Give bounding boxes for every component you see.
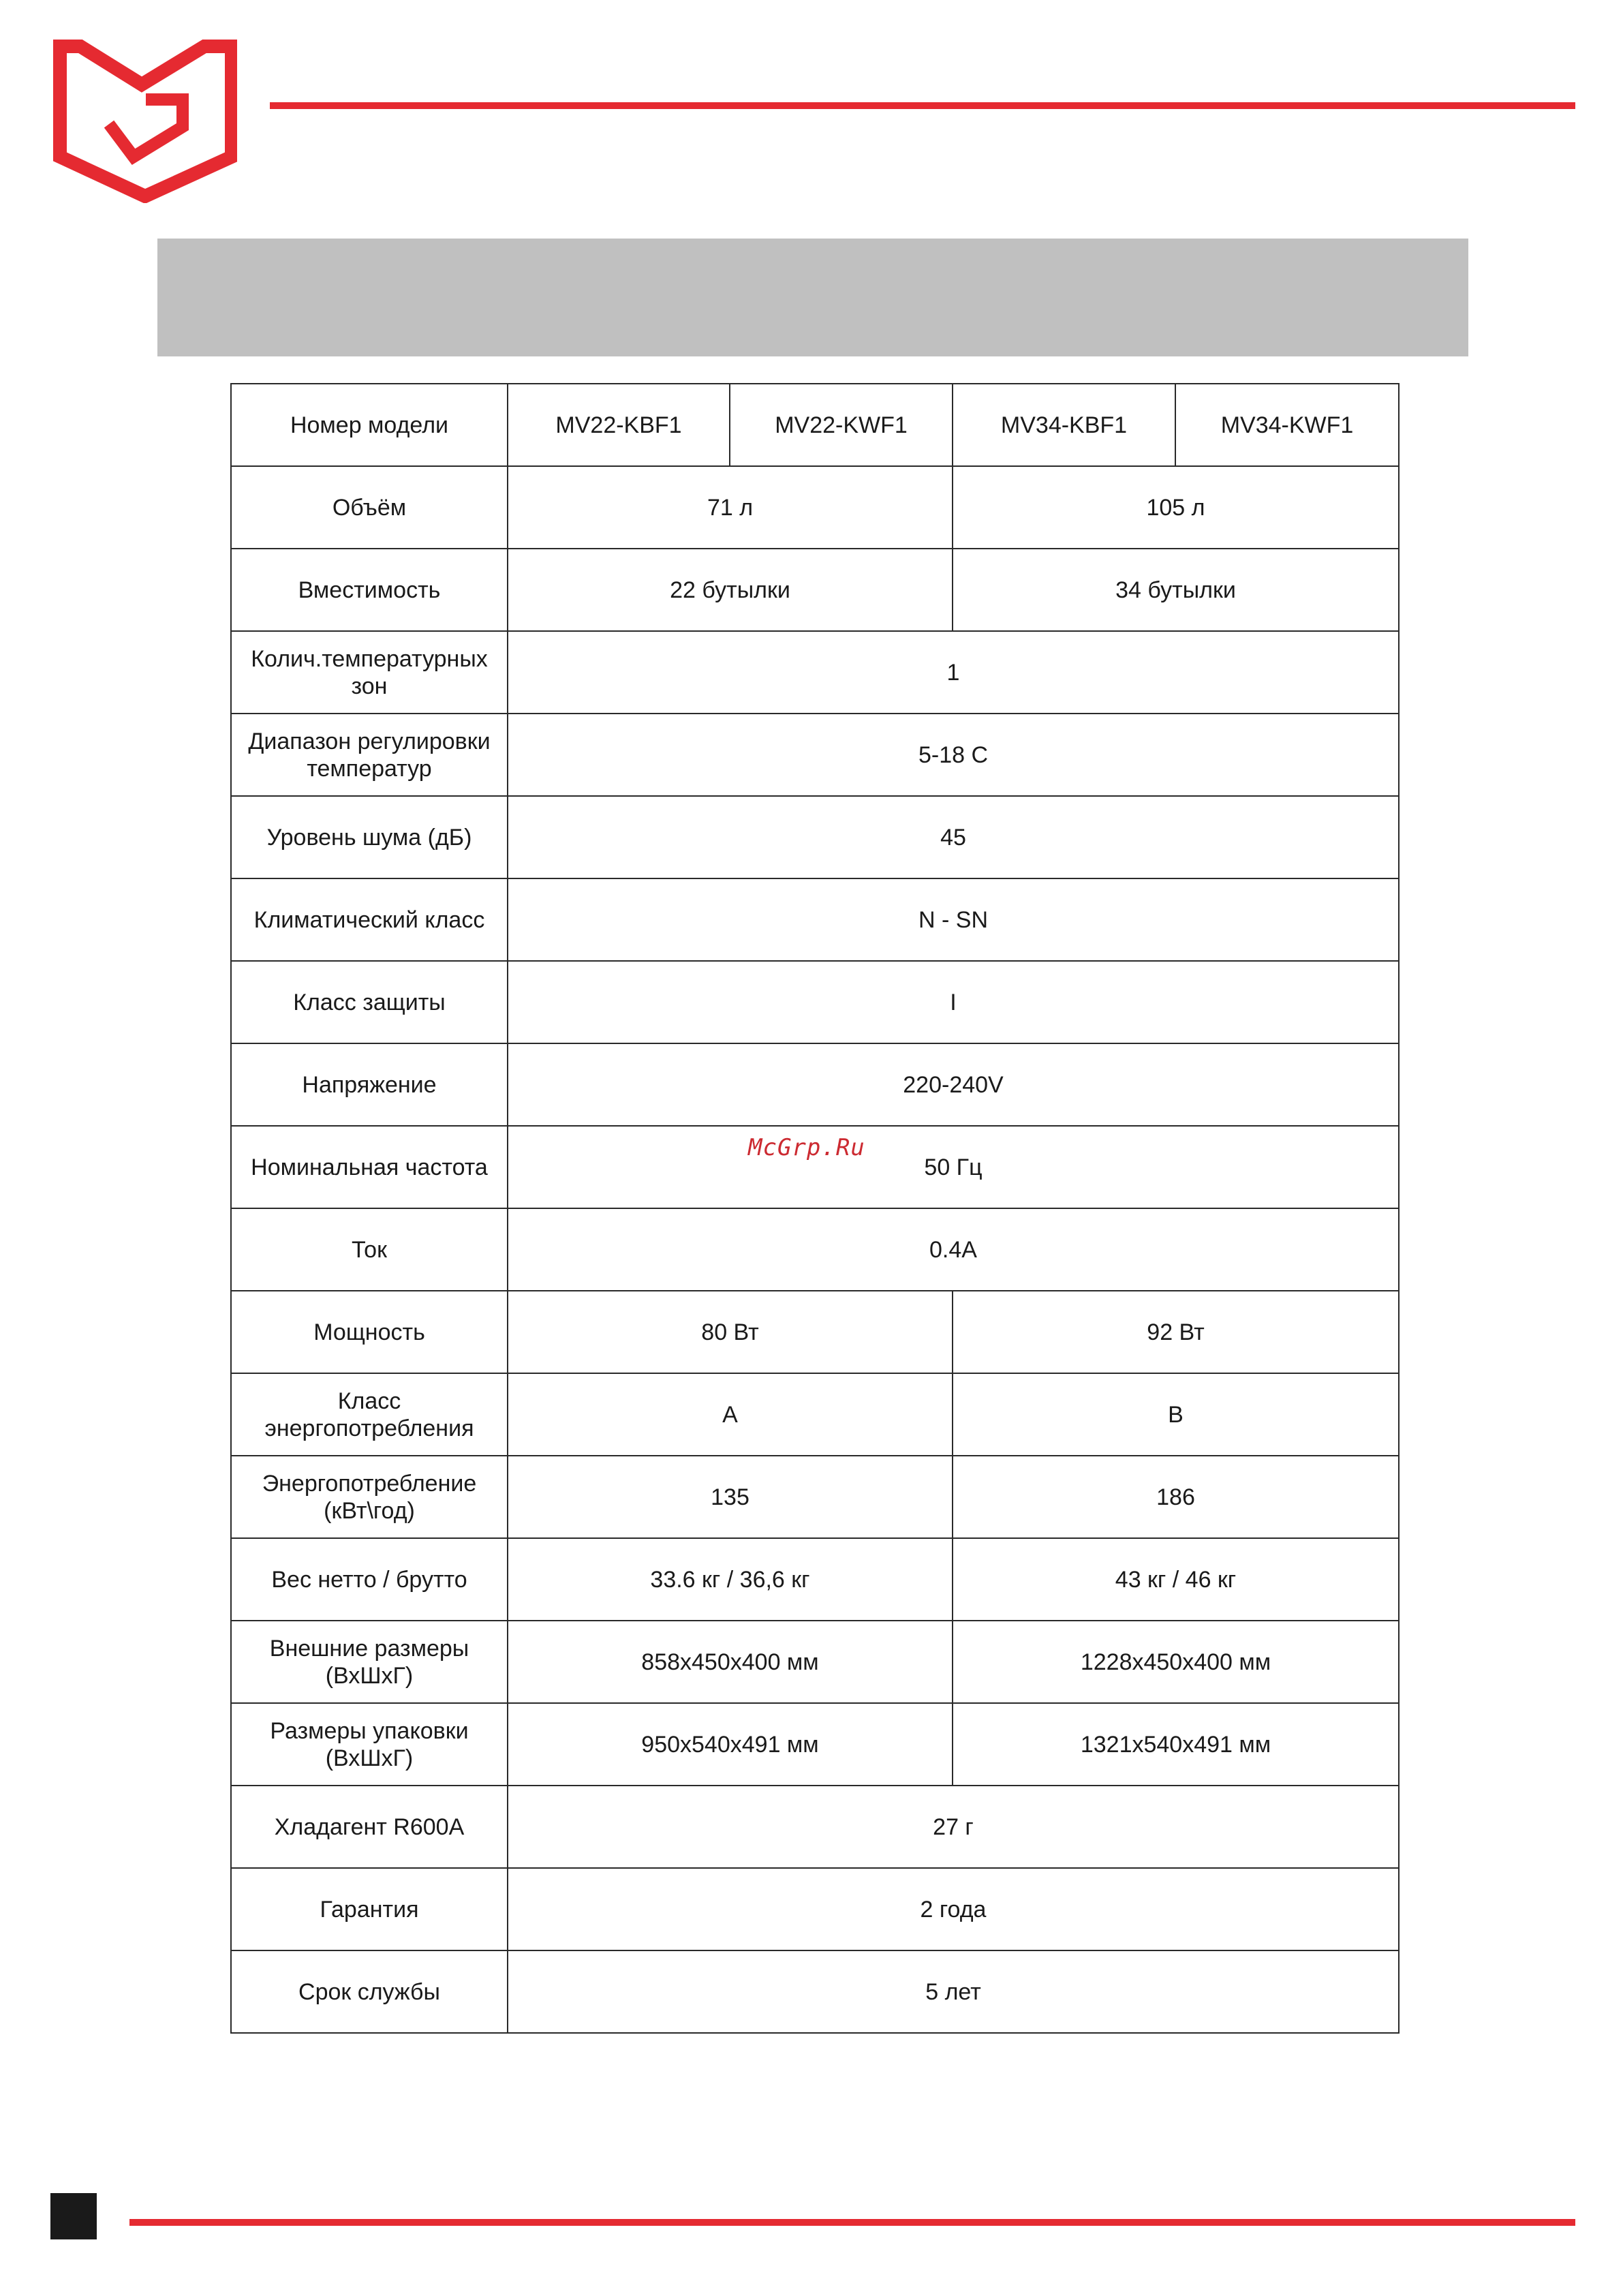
param-value: 71 л (508, 466, 953, 549)
table-row (231, 631, 1399, 714)
param-value: 22 бутылки (508, 549, 953, 631)
specifications-table (230, 383, 1400, 2034)
param-value: 33.6 кг / 36,6 кг (508, 1538, 953, 1621)
table-row (231, 1043, 1399, 1126)
param-value: 92 Вт (953, 1291, 1399, 1373)
param-label: Вес нетто / брутто (231, 1538, 508, 1621)
table-row (231, 714, 1399, 796)
param-value: A (508, 1373, 953, 1456)
param-value: 1321х540х491 мм (953, 1703, 1399, 1786)
param-label: Вместимость (231, 549, 508, 631)
param-label: Колич.температурных зон (231, 631, 508, 714)
table-row (231, 961, 1399, 1043)
param-label: Класс защиты (231, 961, 508, 1043)
table-row (231, 1208, 1399, 1291)
model-cell: MV34-KBF1 (953, 384, 1175, 466)
table-row (231, 796, 1399, 878)
param-label: Климатический класс (231, 878, 508, 961)
table-row (231, 1456, 1399, 1538)
table-row (231, 1786, 1399, 1868)
param-label: Мощность (231, 1291, 508, 1373)
title-band (157, 239, 1468, 356)
param-value: 34 бутылки (953, 549, 1399, 631)
param-value: 43 кг / 46 кг (953, 1538, 1399, 1621)
param-value: 186 (953, 1456, 1399, 1538)
table-row (231, 466, 1399, 549)
param-value: 105 л (953, 466, 1399, 549)
table-row (231, 1950, 1399, 2033)
param-value: 0.4A (508, 1208, 1399, 1291)
param-value: 950х540х491 мм (508, 1703, 953, 1786)
param-label: Хладагент R600A (231, 1786, 508, 1868)
param-value: 5-18 С (508, 714, 1399, 796)
param-label: Уровень шума (дБ) (231, 796, 508, 878)
table-row (231, 1621, 1399, 1703)
table-row-models (231, 384, 1399, 466)
param-value: I (508, 961, 1399, 1043)
model-cell: MV22-KWF1 (730, 384, 953, 466)
param-label: Диапазон регулировки температур (231, 714, 508, 796)
param-label: Энергопотребление (кВт\год) (231, 1456, 508, 1538)
param-value: B (953, 1373, 1399, 1456)
param-label: Срок службы (231, 1950, 508, 2033)
param-label: Размеры упаковки (ВхШхГ) (231, 1703, 508, 1786)
param-value: 45 (508, 796, 1399, 878)
param-value: 220-240V (508, 1043, 1399, 1126)
table-row (231, 1538, 1399, 1621)
model-cell: MV22-KBF1 (508, 384, 730, 466)
param-value: 1228х450х400 мм (953, 1621, 1399, 1703)
param-label: Гарантия (231, 1868, 508, 1950)
param-value: 5 лет (508, 1950, 1399, 2033)
watermark-text: McGrp.Ru (748, 1134, 865, 1161)
table-row (231, 1868, 1399, 1950)
table-row (231, 1703, 1399, 1786)
table-row (231, 878, 1399, 961)
param-value: 858х450х400 мм (508, 1621, 953, 1703)
param-value: 135 (508, 1456, 953, 1538)
param-value: 1 (508, 631, 1399, 714)
param-value: 50 Гц (508, 1126, 1399, 1208)
param-label: Ток (231, 1208, 508, 1291)
param-value: N - SN (508, 878, 1399, 961)
table-row (231, 1291, 1399, 1373)
param-label: Номер модели (231, 384, 508, 466)
param-value: 80 Вт (508, 1291, 953, 1373)
table-row (231, 549, 1399, 631)
param-label: Объём (231, 466, 508, 549)
param-label: Класс энергопотребления (231, 1373, 508, 1456)
table-row (231, 1373, 1399, 1456)
footer-red-line (129, 2219, 1575, 2226)
param-label: Номинальная частота (231, 1126, 508, 1208)
header-red-line (270, 102, 1575, 109)
param-label: Напряжение (231, 1043, 508, 1126)
model-cell: MV34-KWF1 (1175, 384, 1399, 466)
shield-logo-icon (53, 40, 237, 203)
param-value: 2 года (508, 1868, 1399, 1950)
param-value: 27 г (508, 1786, 1399, 1868)
page-marker-square (50, 2193, 97, 2239)
param-label: Внешние размеры (ВхШхГ) (231, 1621, 508, 1703)
